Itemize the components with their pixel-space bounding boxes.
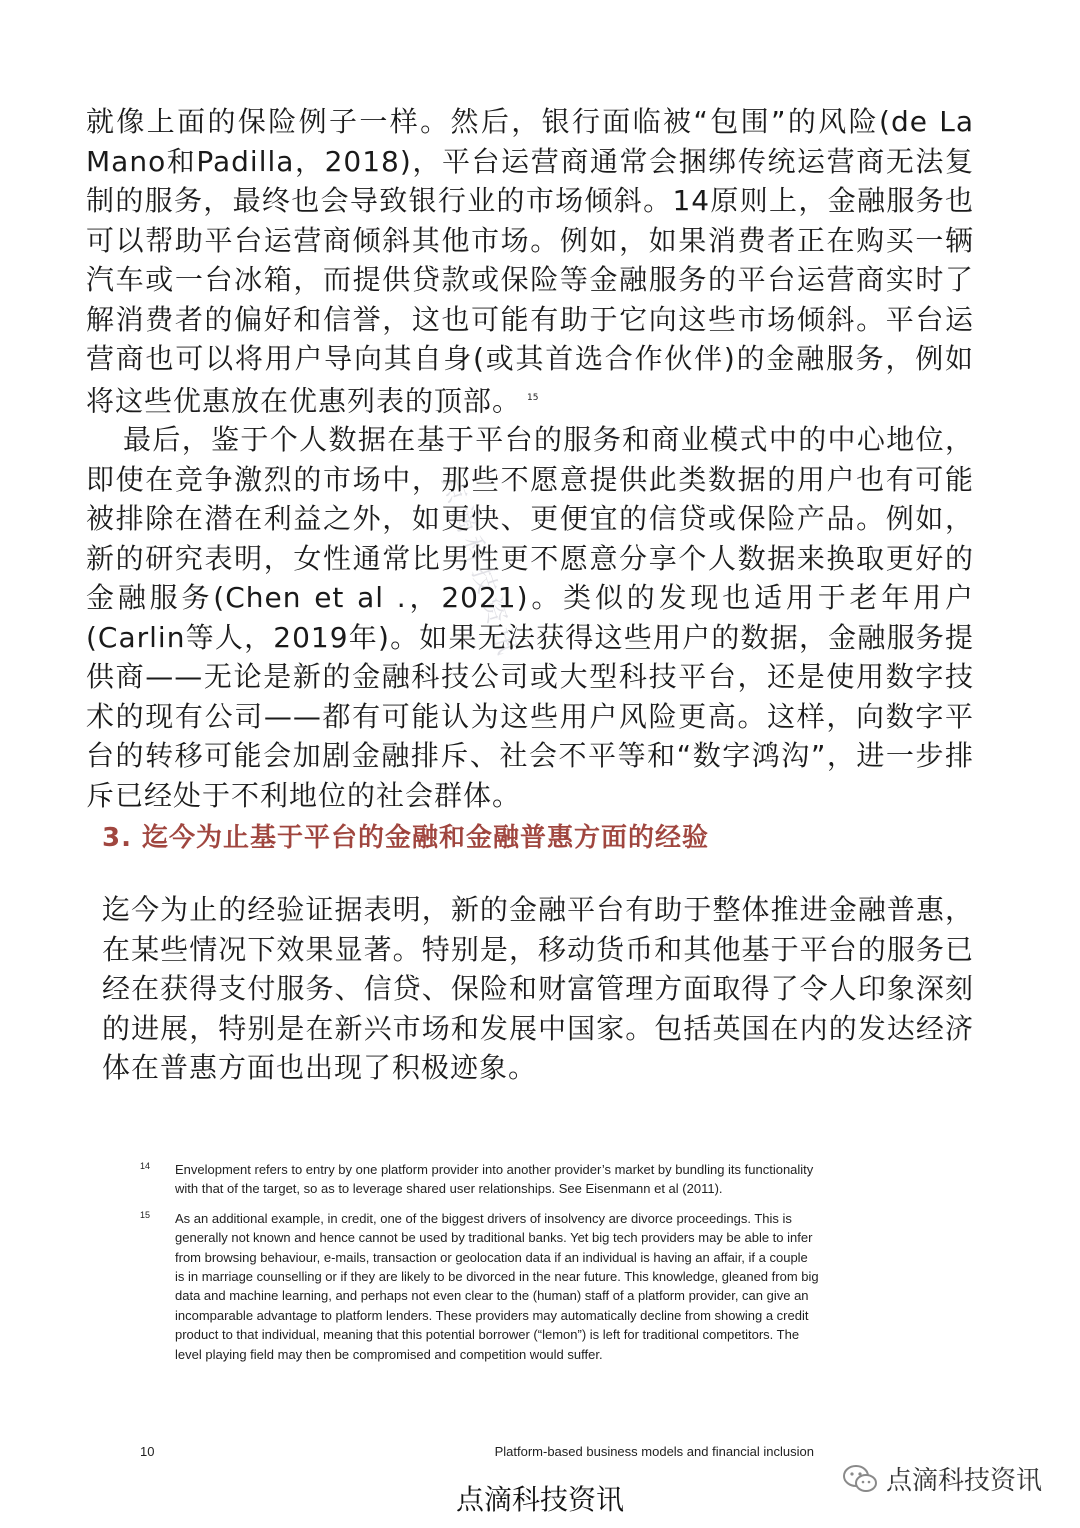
section-heading: 3. 迄今为止基于平台的金融和金融普惠方面的经验 [102, 823, 710, 853]
body-paragraph-1 [86, 102, 974, 420]
footnote-15 [140, 1209, 820, 1364]
paragraph-1-text: 就像上面的保险例子一样。然后，银行面临被“包围”的风险(de La Mano和Padilla，2018)，平台运营商通常会捆绑传统运营商无法复制的服务，最终也会导致银行业的市场倾斜。14原则上，金融服务也可以帮助平台运营商倾斜其他市场。例如，如果消费者正在购买一辆汽车或一台冰箱，而提供贷款或保险等金融服务的平台运营商实时了解消费者的偏好和信誉，这也可能有助于它向这些市场倾斜。平台运营商也可以将用户导向其自身(或其首选合作伙伴)的金融服务，例如将这些优惠放在优惠列表的顶部。 [86, 105, 974, 417]
watermark: 点滴科技资讯 [435, 471, 524, 664]
brand-label: 点滴科技资讯 [886, 1466, 1043, 1496]
footnote-text: Envelopment refers to entry by one platform provider into another provider’s market by bundling its functionality with that of the target, so as to leverage shared user relationships. See Eisenmann et al (2011). [175, 1162, 814, 1197]
footnote-14 [140, 1160, 820, 1199]
page-number: 10 [140, 1444, 155, 1459]
bottom-caption: 点滴科技资讯 [455, 1483, 624, 1516]
running-title: Platform-based business models and financial inclusion [494, 1444, 814, 1459]
footnote-text: As an additional example, in credit, one of the biggest drivers of insolvency are divorce proceedings. This is generally not known and hence cannot be used by traditional banks. Yet big tech providers may be able to infer from browsing behaviour, e-mails, transaction or geolocation data if an individual is having an affair, if a couple is in marriage counselling or if they are likely to be divorced in the near future. This knowledge, gleaned from big data and machine learning, and perhaps not even clear to the (human) staff of a platform provider, can give an incomparable advantage to platform lenders. These providers may automatically decline from showing a credit product to that individual, meaning that this potential borrower (“lemon”) is left for traditional competitors. The level playing field may then be compromised and competition would suffer. [175, 1210, 819, 1362]
body-paragraph-2: 最后，鉴于个人数据在基于平台的服务和商业模式中的中心地位，即使在竞争激烈的市场中，那些不愿意提供此类数据的用户也有可能被排除在潜在利益之外，如更快、更便宜的信贷或保险产品。例如，新的研究表明，女性通常比男性更不愿意分享个人数据来换取更好的金融服务(Chen et al .，2021)。类似的发现也适用于老年用户(Carlin等人，2019年)。如果无法获得这些用户的数据，金融服务提供商——无论是新的金融科技公司或大型科技平台，还是使用数字技术的现有公司——都有可能认为这些用户风险更高。这样，向数字平台的转移可能会加剧金融排斥、社会不平等和“数字鸿沟”，进一步排斥已经处于不利地位的社会群体。 [86, 423, 974, 812]
page-footer [140, 1444, 814, 1459]
body-paragraph-3: 迄今为止的经验证据表明，新的金融平台有助于整体推进金融普惠，在某些情况下效果显著。特别是，移动货币和其他基于平台的服务已经在获得支付服务、信贷、保险和财富管理方面取得了令人印象深刻的进展，特别是在新兴市场和发展中国家。包括英国在内的发达经济体在普惠方面也出现了积极迹象。 [102, 893, 974, 1084]
footnote-number: 14 [140, 1161, 151, 1171]
footnotes [140, 1160, 820, 1374]
footnote-ref-15[interactable]: 15 [527, 392, 539, 403]
footnote-number: 15 [140, 1209, 151, 1220]
